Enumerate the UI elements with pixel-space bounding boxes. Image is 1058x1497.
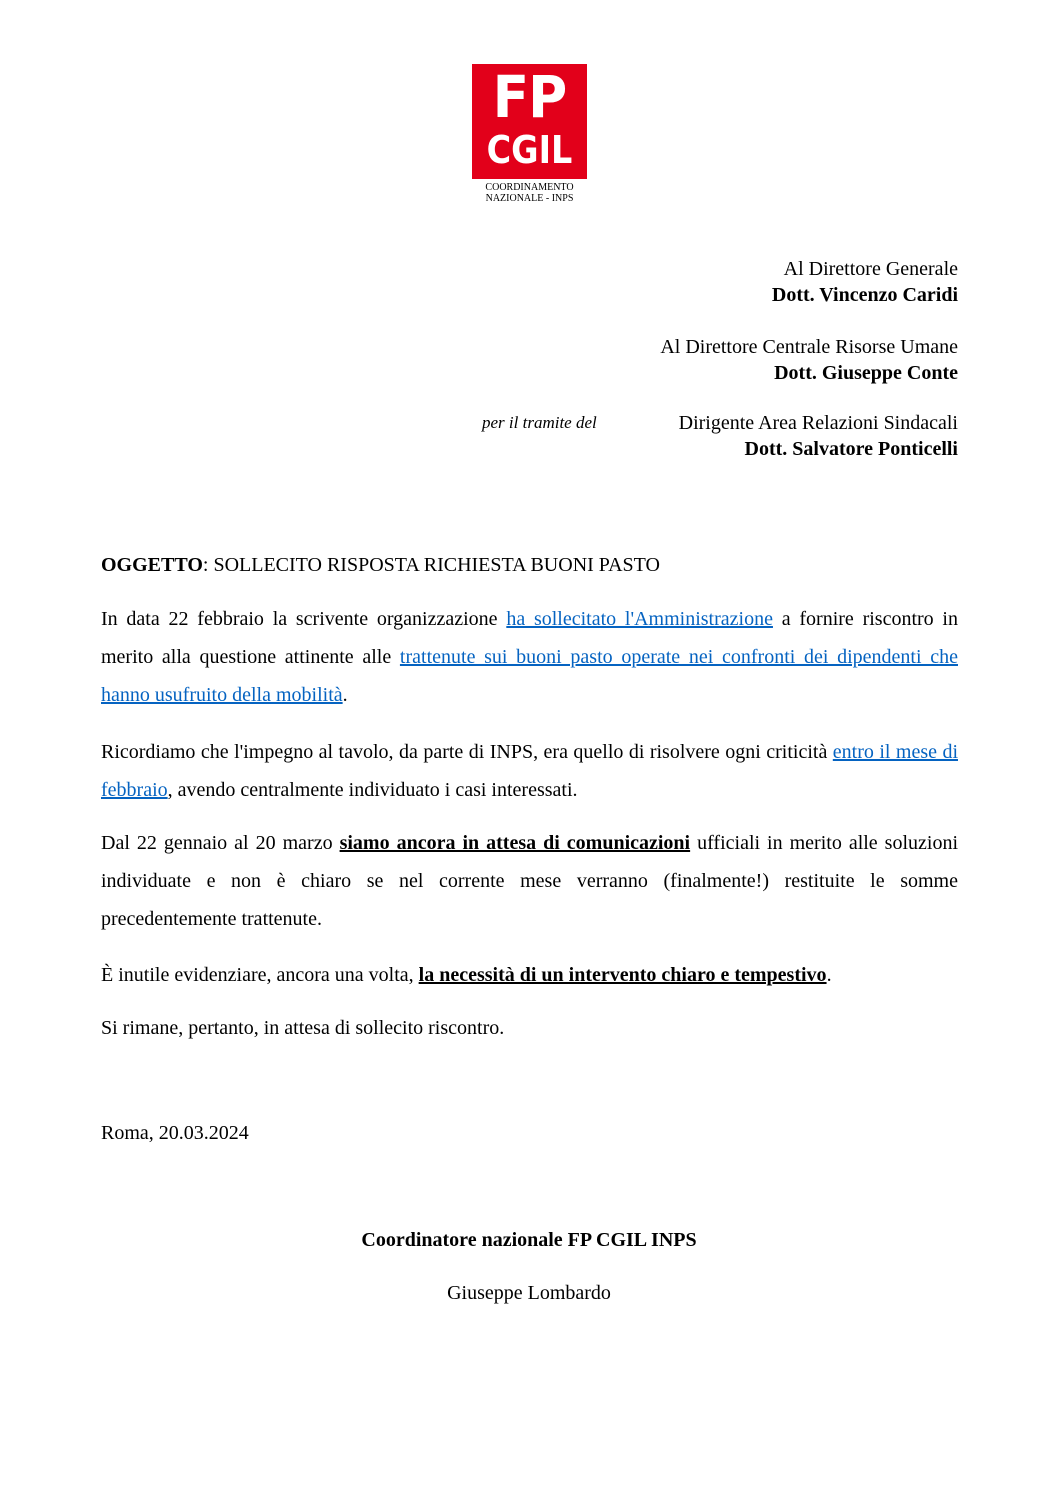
paragraph-1 <box>101 600 958 714</box>
subject-text: : SOLLECITO RISPOSTA RICHIESTA BUONI PASTO <box>202 554 660 576</box>
paragraph-3 <box>101 824 958 938</box>
logo-sub-line1: COORDINAMENTO <box>485 182 574 193</box>
fp-cgil-logo <box>472 64 587 204</box>
recipient-2-name: Dott. Giuseppe Conte <box>774 362 958 384</box>
p3-text-b: ufficiali in merito alle soluzioni individuate e non è chiaro se nel corrente mese verranno (finalmente!) restituite le somme precedentemente trattenute. <box>101 832 959 930</box>
recipient-1 <box>772 256 958 308</box>
signature-title: Coordinatore nazionale FP CGIL INPS <box>361 1229 697 1251</box>
p4-text-a: È inutile evidenziare, ancora una volta, <box>101 964 419 986</box>
paragraph-2 <box>101 733 958 809</box>
recipient-1-name: Dott. Vincenzo Caridi <box>771 284 958 306</box>
p3-text-a: Dal 22 gennaio al 20 marzo <box>101 832 340 854</box>
paragraph-4 <box>101 956 958 994</box>
subject-label: OGGETTO <box>101 554 203 576</box>
p4-emphasis: la necessità di un intervento chiaro e tempestivo <box>418 964 827 986</box>
logo-sub-line2: NAZIONALE - INPS <box>485 193 574 204</box>
signature-name: Giuseppe Lombardo <box>447 1282 611 1304</box>
logo-subtitle <box>472 182 587 204</box>
tramite-label: per il tramite del <box>482 413 597 432</box>
paragraph-5: Si rimane, pertanto, in attesa di sollecito riscontro. <box>101 1017 505 1039</box>
recipient-3 <box>679 410 958 462</box>
p3-emphasis: siamo ancora in attesa di comunicazioni <box>339 832 691 854</box>
link-trattenute[interactable]: trattenute sui buoni pasto operate nei confronti dei dipendenti che hanno usufruito della mobilità <box>101 646 958 706</box>
p4-text-b: . <box>826 964 832 986</box>
link-sollecito[interactable]: ha sollecitato l'Amministrazione <box>506 608 773 630</box>
p2-text-a: Ricordiamo che l'impegno al tavolo, da parte di INPS, era quello di risolvere ogni criticità <box>101 741 833 763</box>
p2-text-b: , avendo centralmente individuato i casi interessati. <box>167 779 578 801</box>
link-febbraio[interactable]: entro il mese di febbraio <box>101 741 958 801</box>
p1-text-b: a fornire riscontro in merito alla questione attinente alle <box>101 608 958 668</box>
logo-cgil-text: CGIL <box>486 128 573 172</box>
recipient-3-role: Dirigente Area Relazioni Sindacali <box>678 412 958 434</box>
p1-text-a: In data 22 febbraio la scrivente organizzazione <box>101 608 507 630</box>
letter-date: Roma, 20.03.2024 <box>101 1122 249 1144</box>
recipient-2-role: Al Direttore Centrale Risorse Umane <box>660 336 958 358</box>
recipient-2 <box>660 334 958 386</box>
recipient-1-role: Al Direttore Generale <box>783 258 958 280</box>
subject-line <box>101 552 958 578</box>
recipient-3-name: Dott. Salvatore Ponticelli <box>744 438 958 460</box>
logo-red-box <box>472 64 587 179</box>
p1-text-c: . <box>342 684 348 706</box>
logo-fp-text: FP <box>492 63 567 131</box>
